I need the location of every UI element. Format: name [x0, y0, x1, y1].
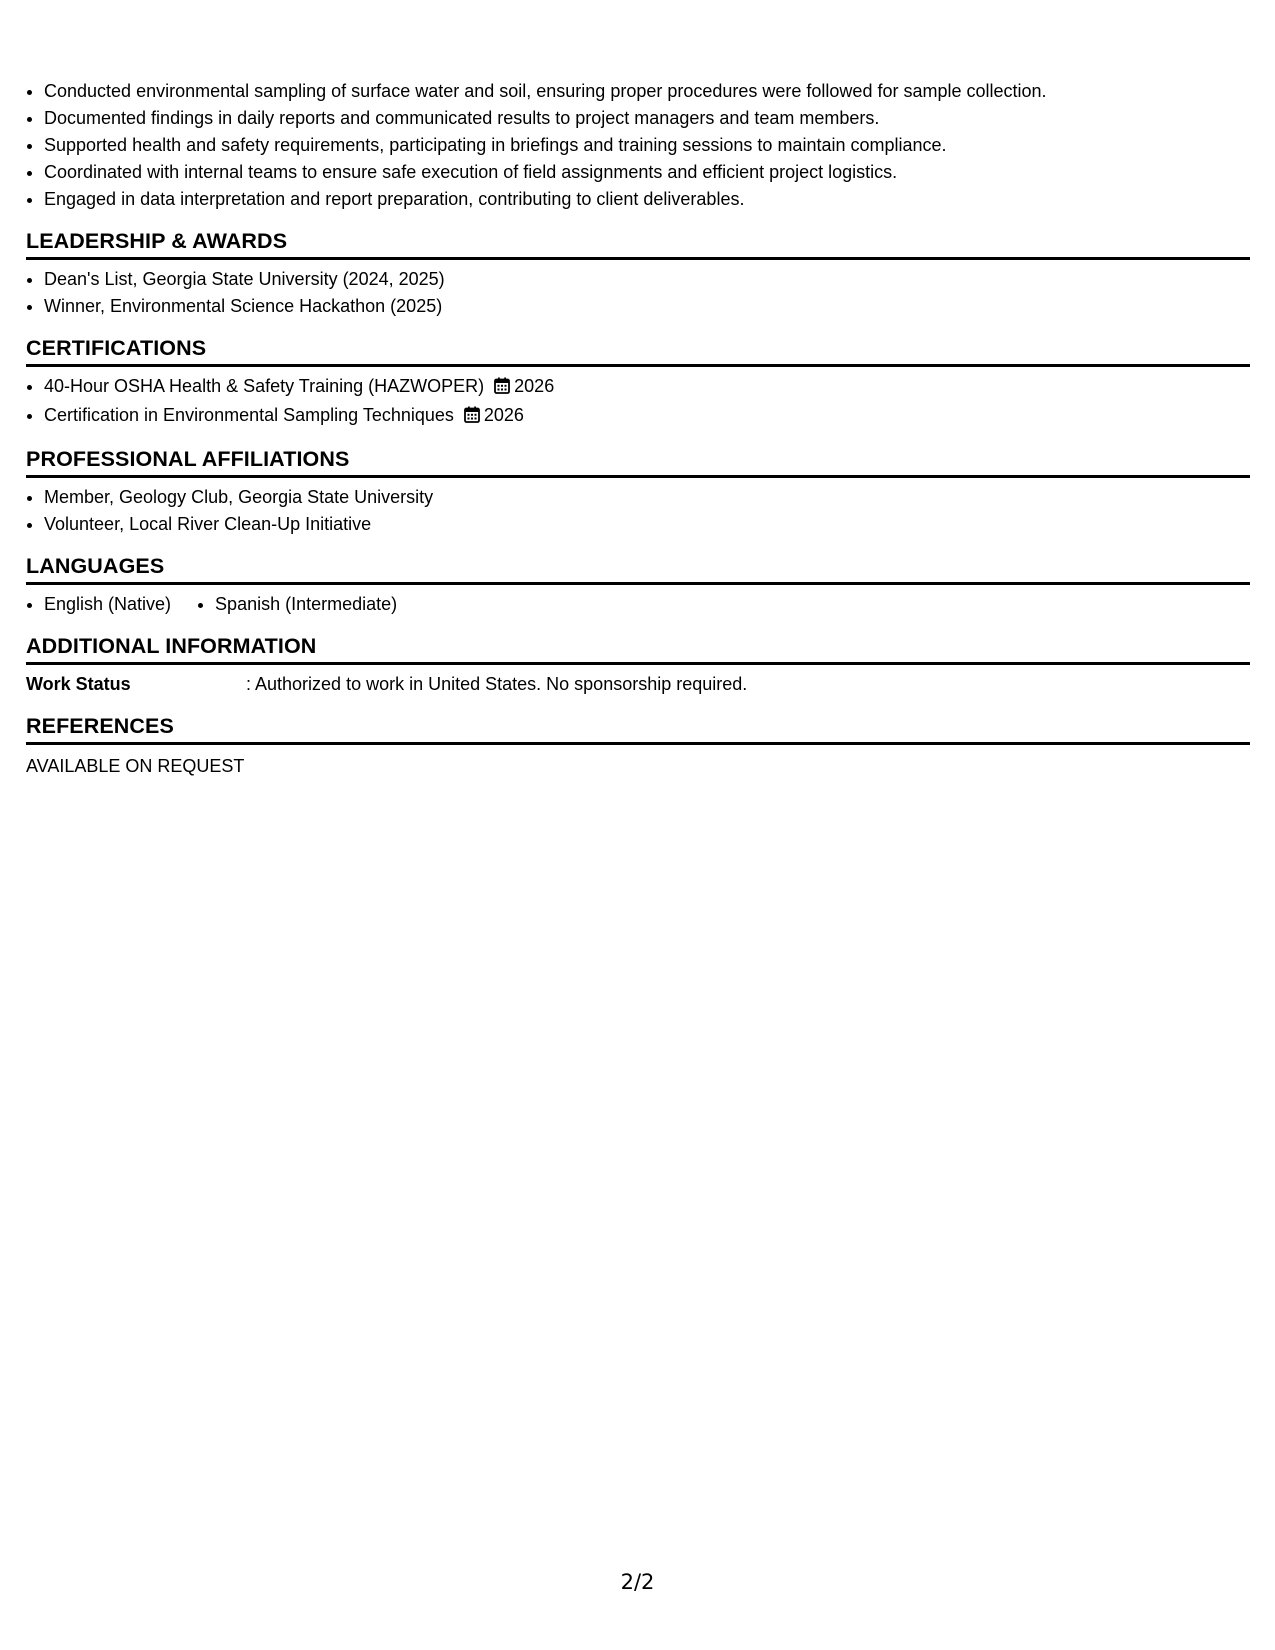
- additional-info-section-title: ADDITIONAL INFORMATION: [26, 632, 1250, 665]
- work-status-row: [26, 671, 1250, 698]
- additional-info-section: [26, 632, 1250, 698]
- experience-bullet: • Supported health and safety requirements, participating in briefings and training sessions to maintain compliance.: [44, 132, 1250, 159]
- languages-list: [26, 591, 1250, 618]
- leadership-item: • Dean's List, Georgia State University (2024, 2025): [44, 266, 1250, 293]
- language-item: • English (Native): [44, 591, 171, 618]
- work-status-label: Work Status: [26, 674, 131, 694]
- certifications-section-title: CERTIFICATIONS: [26, 334, 1250, 367]
- references-section-title: REFERENCES: [26, 712, 1250, 745]
- calendar-icon: [464, 404, 480, 431]
- experience-bullet: • Coordinated with internal teams to ensure safe execution of field assignments and efficient project logistics.: [44, 159, 1250, 186]
- certification-item: [44, 402, 1250, 431]
- certification-year: 2026: [514, 376, 555, 396]
- certification-item: [44, 373, 1250, 402]
- leadership-item: • Winner, Environmental Science Hackathon (2025): [44, 293, 1250, 320]
- references-text: AVAILABLE ON REQUEST: [26, 756, 245, 776]
- certifications-section: [26, 334, 1250, 431]
- work-status-value: : Authorized to work in United States. No sponsorship required.: [246, 674, 748, 694]
- page-number: 2/2: [620, 1570, 655, 1594]
- affiliations-section-title: PROFESSIONAL AFFILIATIONS: [26, 445, 1250, 478]
- experience-bullet: • Conducted environmental sampling of surface water and soil, ensuring proper procedures were followed for sample collection.: [44, 78, 1250, 105]
- certification-name: Certification in Environmental Sampling Techniques: [44, 405, 454, 425]
- resume-page: [26, 78, 1250, 780]
- leadership-section: [26, 227, 1250, 320]
- certification-name: 40-Hour OSHA Health & Safety Training (HAZWOPER): [44, 376, 485, 396]
- affiliations-section: [26, 445, 1250, 538]
- certification-year: 2026: [483, 405, 524, 425]
- affiliation-item: • Member, Geology Club, Georgia State University: [44, 484, 1250, 511]
- experience-bullet: • Engaged in data interpretation and report preparation, contributing to client deliverables.: [44, 186, 1250, 213]
- affiliation-item: • Volunteer, Local River Clean-Up Initiative: [44, 511, 1250, 538]
- languages-section-title: LANGUAGES: [26, 552, 1250, 585]
- certifications-list: [26, 373, 1250, 431]
- languages-section: [26, 552, 1250, 618]
- experience-bullet: • Documented findings in daily reports and communicated results to project managers and team members.: [44, 105, 1250, 132]
- leadership-list: [26, 266, 1250, 320]
- calendar-icon: [494, 375, 510, 402]
- affiliations-list: [26, 484, 1250, 538]
- experience-bullet-list: [26, 78, 1250, 213]
- leadership-section-title: LEADERSHIP & AWARDS: [26, 227, 1250, 260]
- language-item: • Spanish (Intermediate): [215, 591, 397, 618]
- references-section: [26, 712, 1250, 780]
